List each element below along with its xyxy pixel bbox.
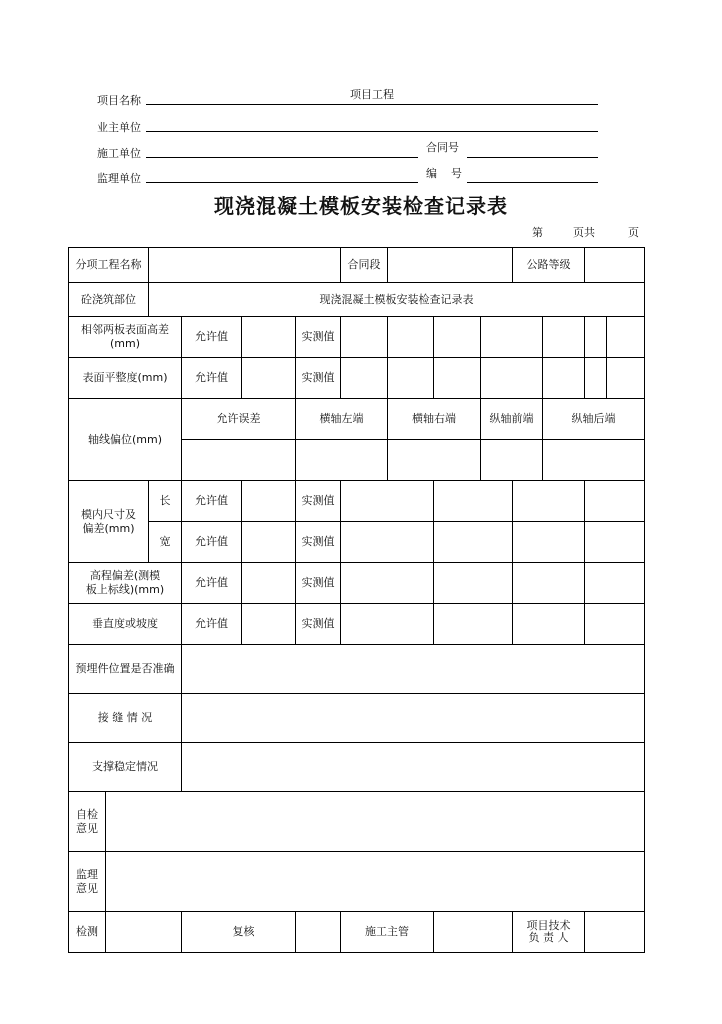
supervision-label-line2: 意见 <box>76 881 98 895</box>
table-row <box>69 522 645 563</box>
measured-cell[interactable] <box>434 563 513 604</box>
table-row <box>69 563 645 604</box>
measured-cell[interactable] <box>434 522 513 563</box>
h-axis-left-value[interactable] <box>296 440 388 481</box>
embedded-value[interactable] <box>182 645 645 694</box>
measured-value-label: 实测值 <box>296 522 341 563</box>
allowed-value-cell[interactable] <box>242 522 296 563</box>
measured-cell[interactable] <box>434 481 513 522</box>
allowed-error-value[interactable] <box>182 440 296 481</box>
supervision-label <box>69 852 106 912</box>
table-row <box>69 317 645 358</box>
measured-cell[interactable] <box>607 358 645 399</box>
measured-cell[interactable] <box>513 481 585 522</box>
measured-cell[interactable] <box>585 563 645 604</box>
page-suffix: 页 <box>628 226 639 239</box>
measured-value-label: 实测值 <box>296 563 341 604</box>
measured-cell[interactable] <box>341 358 388 399</box>
measured-cell[interactable] <box>585 358 607 399</box>
owner-underline[interactable] <box>146 131 598 132</box>
allowed-value-label: 允许值 <box>182 358 242 399</box>
contractor-label: 施工单位 <box>97 147 141 160</box>
measured-cell[interactable] <box>513 522 585 563</box>
measured-cell[interactable] <box>585 481 645 522</box>
allowed-value-cell[interactable] <box>242 358 296 399</box>
h-axis-right-label: 横轴右端 <box>388 399 481 440</box>
table-row <box>69 912 645 953</box>
contract-no-label: 合同号 <box>426 141 459 154</box>
measured-cell[interactable] <box>481 358 543 399</box>
contractor-underline[interactable] <box>146 157 418 158</box>
measured-cell[interactable] <box>513 604 585 645</box>
joint-label: 接 缝 情 况 <box>69 694 182 743</box>
adjacent-diff-label-line2: (mm) <box>109 337 140 350</box>
measured-cell[interactable] <box>341 317 388 358</box>
tech-lead-label-line1: 项目技术 <box>526 918 571 932</box>
allowed-error-label: 允许误差 <box>182 399 296 440</box>
pour-location-label: 砼浇筑部位 <box>69 283 149 317</box>
self-check-label-line1: 自检 <box>76 807 98 821</box>
recheck-signature[interactable] <box>296 912 341 953</box>
serial-underline[interactable] <box>467 182 598 183</box>
v-axis-front-value[interactable] <box>481 440 543 481</box>
embedded-label: 预埋件位置是否准确 <box>69 645 182 694</box>
adjacent-diff-label-line1: 相邻两板表面高差 <box>81 323 169 337</box>
supervisor-label: 监理单位 <box>97 172 141 185</box>
form-title: 现浇混凝土模板安装检查记录表 <box>214 194 508 218</box>
construction-supervisor-signature[interactable] <box>434 912 513 953</box>
adjacent-diff-label <box>69 317 182 358</box>
self-check-label <box>69 792 106 852</box>
measured-cell[interactable] <box>607 317 645 358</box>
table-row <box>69 792 645 852</box>
measured-cell[interactable] <box>481 317 543 358</box>
pour-location-value[interactable]: 现浇混凝土模板安装检查记录表 <box>149 283 645 317</box>
flatness-label: 表面平整度(mm) <box>69 358 182 399</box>
table-row <box>69 481 645 522</box>
sub-project-label: 分项工程名称 <box>69 248 149 283</box>
page-nth: 第 <box>532 226 543 239</box>
table-row <box>69 399 645 440</box>
measured-cell[interactable] <box>543 358 585 399</box>
table-row <box>69 852 645 912</box>
owner-label: 业主单位 <box>97 121 141 134</box>
support-label: 支撑稳定情况 <box>69 743 182 792</box>
measured-cell[interactable] <box>434 604 513 645</box>
road-grade-value[interactable] <box>585 248 645 283</box>
h-axis-right-value[interactable] <box>388 440 481 481</box>
self-check-label-line2: 意见 <box>76 821 98 835</box>
measured-cell[interactable] <box>543 317 585 358</box>
joint-value[interactable] <box>182 694 645 743</box>
measured-cell[interactable] <box>434 317 481 358</box>
table-row <box>69 283 645 317</box>
supervision-value[interactable] <box>106 852 645 912</box>
elevation-label-line1: 高程偏差(测模 <box>89 569 161 583</box>
allowed-value-label: 允许值 <box>182 317 242 358</box>
v-axis-front-label: 纵轴前端 <box>481 399 543 440</box>
measured-cell[interactable] <box>585 604 645 645</box>
measured-cell[interactable] <box>585 522 645 563</box>
contract-no-underline[interactable] <box>467 157 598 158</box>
support-value[interactable] <box>182 743 645 792</box>
measured-cell[interactable] <box>341 604 434 645</box>
table-row <box>69 604 645 645</box>
self-check-value[interactable] <box>106 792 645 852</box>
v-axis-back-value[interactable] <box>543 440 645 481</box>
measured-value-label: 实测值 <box>296 358 341 399</box>
width-label: 宽 <box>149 522 182 563</box>
allowed-value-label: 允许值 <box>182 481 242 522</box>
allowed-value-label: 允许值 <box>182 563 242 604</box>
measured-cell[interactable] <box>341 481 434 522</box>
contract-section-value[interactable] <box>388 248 513 283</box>
measured-cell[interactable] <box>388 358 434 399</box>
v-axis-back-label: 纵轴后端 <box>543 399 645 440</box>
allowed-value-cell[interactable] <box>242 563 296 604</box>
construction-supervisor-label: 施工主管 <box>341 912 434 953</box>
measured-cell[interactable] <box>341 563 434 604</box>
elevation-label <box>69 563 182 604</box>
allowed-value-label: 允许值 <box>182 522 242 563</box>
project-name-underline <box>146 104 598 105</box>
supervision-label-line1: 监理 <box>76 867 98 881</box>
mold-size-label-line2: 偏差(mm) <box>82 521 135 535</box>
allowed-value-cell[interactable] <box>242 481 296 522</box>
inspection-signature[interactable] <box>106 912 182 953</box>
road-grade-label: 公路等级 <box>513 248 585 283</box>
table-row <box>69 743 645 792</box>
elevation-label-line2: 板上标线)(mm) <box>85 583 165 596</box>
table-row <box>69 248 645 283</box>
project-name-label: 项目名称 <box>97 94 141 107</box>
measured-cell[interactable] <box>388 317 434 358</box>
tech-lead-label-line2: 负 责 人 <box>528 931 569 944</box>
serial-label: 编 号 <box>426 167 462 180</box>
contract-section-label: 合同段 <box>341 248 388 283</box>
mold-size-label-line1: 模内尺寸及 <box>81 507 136 521</box>
measured-cell[interactable] <box>341 522 434 563</box>
allowed-value-cell[interactable] <box>242 317 296 358</box>
allowed-value-label: 允许值 <box>182 604 242 645</box>
supervisor-underline[interactable] <box>146 182 418 183</box>
table-row <box>69 645 645 694</box>
table-row <box>69 694 645 743</box>
verticality-label: 垂直度或坡度 <box>69 604 182 645</box>
sub-project-value[interactable] <box>149 248 341 283</box>
tech-lead-signature[interactable] <box>585 912 645 953</box>
mold-size-label <box>69 481 149 563</box>
allowed-value-cell[interactable] <box>242 604 296 645</box>
project-name-value[interactable]: 项目工程 <box>350 88 394 101</box>
table-row <box>69 358 645 399</box>
inspection-table <box>68 247 645 953</box>
axis-offset-label: 轴线偏位(mm) <box>69 399 182 481</box>
measured-cell[interactable] <box>434 358 481 399</box>
measured-cell[interactable] <box>585 317 607 358</box>
measured-value-label: 实测值 <box>296 481 341 522</box>
length-label: 长 <box>149 481 182 522</box>
recheck-label: 复核 <box>182 912 296 953</box>
tech-lead-label <box>513 912 585 953</box>
measured-cell[interactable] <box>513 563 585 604</box>
measured-value-label: 实测值 <box>296 317 341 358</box>
page-total-label: 页共 <box>573 226 595 239</box>
inspection-label: 检测 <box>69 912 106 953</box>
h-axis-left-label: 横轴左端 <box>296 399 388 440</box>
measured-value-label: 实测值 <box>296 604 341 645</box>
